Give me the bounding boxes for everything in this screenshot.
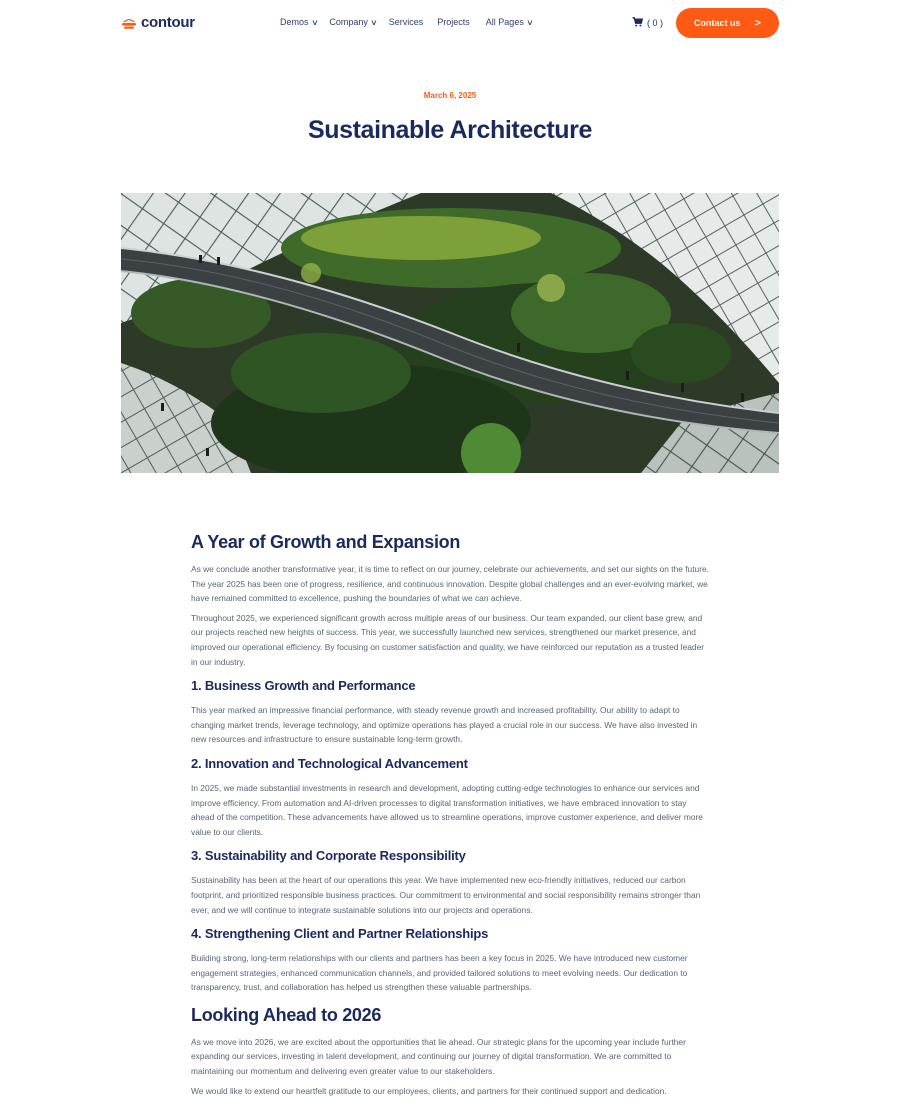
logo-text: contour: [141, 14, 195, 31]
nav-label: All Pages: [485, 17, 524, 27]
section-heading: A Year of Growth and Expansion: [191, 532, 461, 552]
subsection-heading: 3. Sustainability and Corporate Responsibility: [191, 848, 466, 864]
site-header: [0, 0, 900, 46]
paragraph: As we conclude another transformative year, it is time to reflect on our journey, celebrate our achievements, and set our sights on the future. The year 2025 has been one of progress, resilience, and continuous innovation. Despite global challenges and an ever-evolving market, we have remained committed to excellence, pushing the boundaries of what we can achieve.: [191, 564, 709, 604]
subsection-heading: 4. Strengthening Client and Partner Relationships: [191, 926, 489, 942]
chevron-down-icon: ∨: [525, 17, 534, 27]
nav-label: Demos: [280, 17, 309, 27]
logo[interactable]: [121, 14, 195, 31]
paragraph: As we move into 2026, we are excited about the opportunities that lie ahead. Our strategic plans for the upcoming year include further expanding our services, investing in talent development, and continuing our journey of digital transformation. We are committed to maintaining our momentum and delivering even greater value to our stakeholders.: [191, 1036, 686, 1077]
article-body: [191, 530, 711, 1103]
logo-icon: [121, 16, 137, 30]
contact-us-button[interactable]: [676, 8, 779, 38]
hero-image: [121, 193, 779, 473]
paragraph: In 2025, we made substantial investments in research and development, adopting cutting-edge technologies to enhance our services and improve efficiency. From automation and AI-driven processes to digital transformation initiatives, we have embraced innovation to stay ahead of the competition. These advancements have allowed us to streamline operations, improve customer experience, and deliver more value to our clients.: [191, 782, 703, 837]
paragraph: Sustainability has been at the heart of our operations this year. We have implemented new eco-friendly initiatives, reduced our carbon footprint, and prioritized responsible business practices. Our commitment to environmental and social responsibility remains stronger than ever, and we will continue to integrate sustainable solutions into our projects and operations.: [191, 875, 701, 915]
nav-label: Company: [329, 17, 368, 27]
subsection-heading: 2. Innovation and Technological Advancement: [191, 755, 468, 771]
nav-services[interactable]: [389, 17, 424, 27]
contact-label: Contact us: [694, 18, 741, 28]
chevron-down-icon: ∨: [370, 17, 378, 27]
nav-projects[interactable]: [437, 17, 470, 27]
arrow-right-icon: >: [755, 17, 761, 29]
nav-all-pages[interactable]: [486, 17, 533, 27]
paragraph: We would like to extend our heartfelt gratitude to our employees, clients, and partners for their continued support and dedication.: [191, 1085, 667, 1096]
cart-icon: [632, 17, 643, 29]
nav-label: Services: [388, 17, 424, 27]
cart-count: ( 0 ): [647, 18, 664, 28]
section-heading: Looking Ahead to 2026: [191, 1004, 382, 1025]
post-date: March 6, 2025: [423, 91, 477, 100]
nav-company[interactable]: [329, 17, 376, 27]
paragraph: Throughout 2025, we experienced significant growth across multiple areas of our business. Our team expanded, our client base grew, and our projects reached new heights of success. This year, we successfully launched new services, strengthened our market presence, and improved our operational efficiency. By focusing on customer satisfaction and quality, we have reinforced our reputation as a trusted leader in our industry.: [191, 612, 705, 667]
cart-button[interactable]: [632, 17, 663, 29]
nav-label: Projects: [437, 17, 470, 27]
paragraph: This year marked an impressive financial performance, with steady revenue growth and increased profitability. Our ability to adapt to changing market trends, leverage technology, and optimize operations has played a crucial role in our success. We have also invested in new resources and infrastructure to ensure sustainable long-term growth.: [191, 705, 698, 745]
subsection-heading: 1. Business Growth and Performance: [191, 678, 416, 694]
nav-demos[interactable]: [280, 17, 317, 27]
main-nav: [280, 17, 533, 27]
post-title: Sustainable Architecture: [307, 116, 592, 144]
paragraph: Building strong, long-term relationships with our clients and partners has been a key focus in 2025. We have introduced new customer engagement strategies, enhanced communication channels, and provided tailored solutions to meet evolving needs. Our dedication to transparency, trust, and collaboration has helped us strengthen these valuable partnerships.: [191, 953, 688, 993]
chevron-down-icon: ∨: [310, 17, 319, 27]
